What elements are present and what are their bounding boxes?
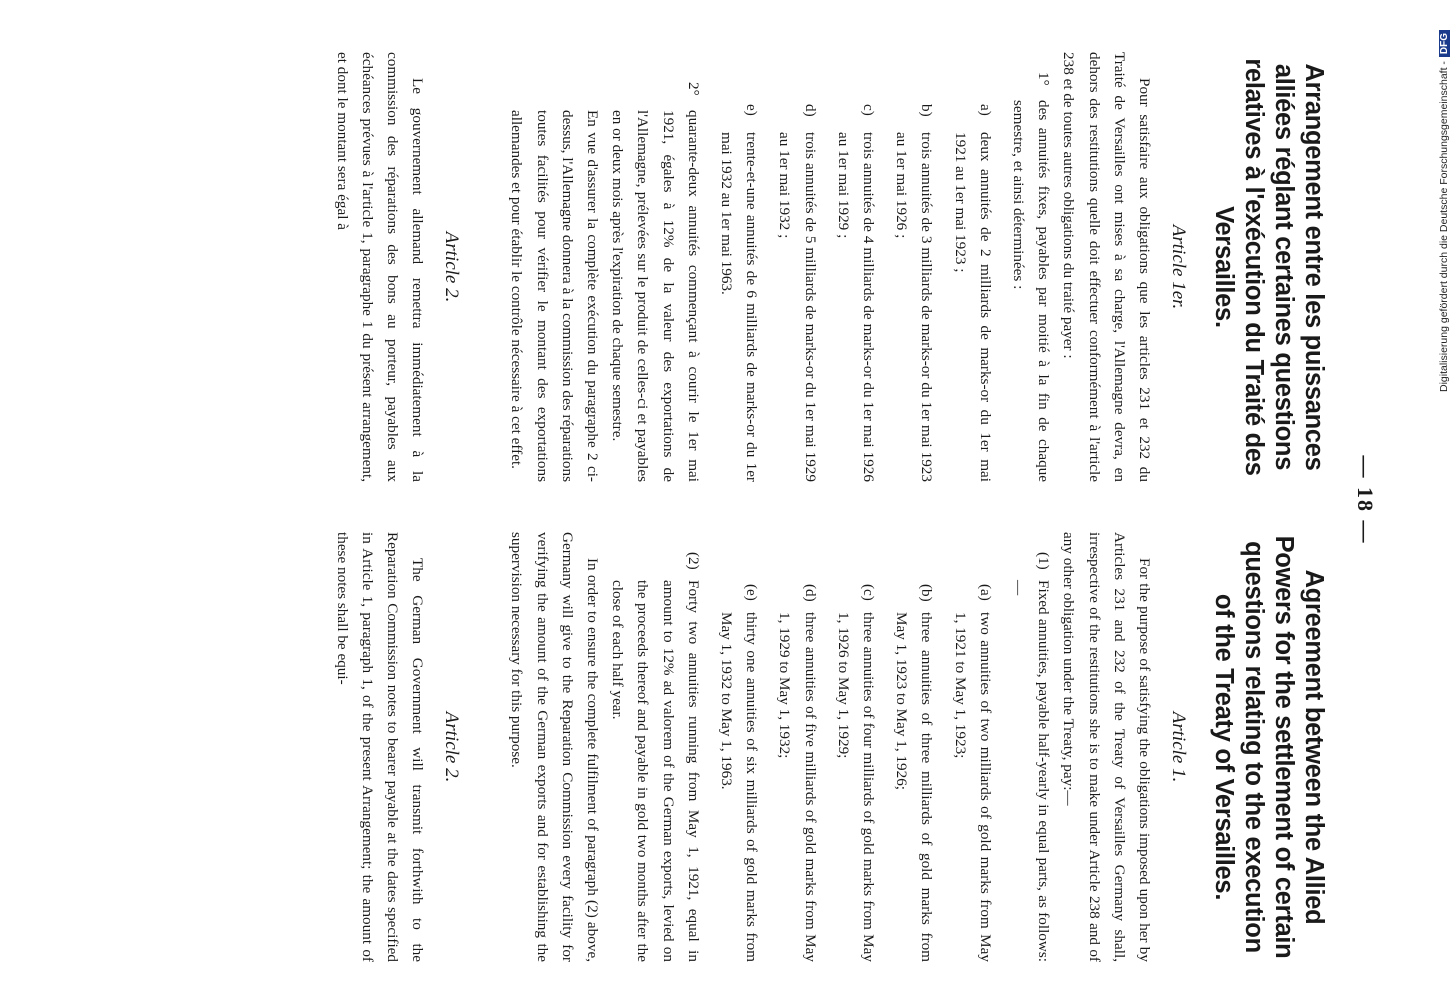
item-label: a): [976, 104, 994, 116]
french-item-b: [889, 104, 939, 482]
english-title: Agreement between the Allied Powers for the settlement of certain questions relating to the execution of the Treaty of Versailles.: [1210, 535, 1328, 959]
item-text: Fixed annuities, payable half-yearly in equal parts, as follows:—: [1009, 580, 1053, 962]
english-article1-heading: Article 1.: [1168, 711, 1189, 783]
french-article1-heading: Article 1er.: [1168, 224, 1189, 310]
item-label: (1): [1035, 552, 1053, 570]
french-item-e: [714, 104, 764, 482]
french-item-2-continued: En vue d'assurer la complète exécution du paragraphe 2 ci-dessus, l'Allemagne donnera à la commission des réparations toutes facilités pour vérifier le montant des exportations allemandes et pour établir le contrôle nécessaire à cet effet.: [508, 110, 601, 482]
english-article2-text: The German Government will transmit forthwith to the Reparation Commission notes to bearer payable at the dates specified in Article 1, paragraph 1, of the present Arrangement; the amount of these notes shall be equi-: [333, 532, 427, 962]
item-label: d): [801, 104, 819, 117]
french-item-1: [1006, 72, 1056, 482]
item-label: e): [743, 104, 761, 116]
item-text: three annuities of four milliards of gold marks from May 1, 1926 to May 1, 1929;: [834, 612, 877, 962]
item-text: des annuités fixes, payables par moitié à la fin de chaque semestre, et ainsi déterminées :: [1009, 100, 1053, 482]
english-item-c: [831, 584, 881, 962]
french-intro: Pour satisfaire aux obligations que les articles 231 et 232 du Traité de Versailles ont mises à sa charge, l'Allemagne devra, en dehors des restitutions quelle doit effectuer conformément à l'article 238 et de toutes autres obligations du traité payer :: [1060, 52, 1153, 482]
english-item-1: [1006, 552, 1056, 962]
item-label: (b): [918, 584, 936, 602]
page-number: — 18 —: [1353, 455, 1378, 545]
item-label: c): [859, 104, 877, 116]
item-text: thirty one annuities of six milliards of gold marks from May 1, 1932 to May 1, 1963.: [717, 612, 761, 962]
french-item-c: [831, 104, 881, 482]
english-item-d: [772, 584, 822, 962]
item-text: deux annuités de 2 milliards de marks-or du 1er mai 1921 au 1er mai 1923 ;: [951, 132, 994, 482]
french-title: Arrangement entre les puissances alliées réglant certaines questions relatives à l'exécution du Traité des Versailles.: [1210, 58, 1328, 476]
item-label: 1°: [1035, 72, 1053, 86]
english-item-e: [714, 584, 764, 962]
english-item-2: [605, 552, 706, 962]
english-intro: For the purpose of satisfying the obligations imposed upon her by Articles 231 and 232 of the Treaty of Versailles Germany shall, irrespective of the restitutions she is to make under Article 238 and of any other obligation under the Treaty, pay:—: [1060, 532, 1153, 962]
item-text: Forty two annuities running from May 1, 1921, equal in amount to 12% ad valorem of the German exports, levied on the proceeds thereof and payable in gold two months after the close of each half year.: [609, 580, 702, 962]
item-text: trente-et-une annuités de 6 milliards de marks-or du 1er mai 1932 au 1er mai 1963.: [717, 132, 761, 482]
item-label: (d): [801, 584, 819, 602]
funding-note: [1418, 10, 1450, 392]
french-item-2: [605, 82, 706, 482]
french-item-d: [772, 104, 822, 482]
item-label: (e): [743, 584, 761, 601]
item-label: (2): [684, 552, 702, 570]
item-text: two annuities of two milliards of gold marks from May 1, 1921 to May 1, 1923;: [951, 612, 994, 962]
french-article2-text: Le gouvernement allemand remettra immédiatement à la commission des réparations des bons au porteur, payables aux échéances prévues à l'article 1, paragraphe 1 du présent arrangement, et dont le montant sera égal à: [333, 52, 427, 482]
item-text: quarante-deux annuités commençant à courir le 1er mai 1921, égales à 12% de la valeur des exportations de l'Allemagne, prélevées sur le produit de celles-ci et payables en or deux mois après l'expiration de chaque semestre.: [609, 110, 702, 482]
item-label: 2°: [684, 82, 702, 96]
dfg-logo: DFG: [1439, 30, 1450, 57]
english-item-2-continued: In order to ensure the complete fulfilment of paragraph (2) above, Germany will give to the Reparation Commission every facility for verifying the amount of the German exports and for establishing the supervision necessary for this purpose.: [508, 532, 601, 962]
item-label: b): [918, 104, 936, 117]
english-item-b: [889, 584, 939, 962]
item-label: (c): [859, 584, 877, 601]
item-text: trois annuités de 3 milliards de marks-or du 1er mai 1923 au 1er mai 1926 ;: [893, 132, 936, 482]
french-column: [329, 52, 1329, 482]
english-article2-heading: Article 2.: [441, 711, 463, 783]
item-text: three annuities of three milliards of gold marks from May 1, 1923 to May 1, 1926;: [893, 612, 936, 962]
item-label: (a): [976, 584, 994, 601]
french-article2-heading: Article 2.: [441, 231, 463, 303]
funding-note-text: Digitalisierung gefördert durch die Deutsche Forschungsgemeinschaft -DFG: [1438, 30, 1450, 392]
french-item-a: [947, 104, 997, 482]
item-text: trois annuités de 5 milliards de marks-or du 1er mai 1929 au 1er mai 1932 ;: [776, 132, 819, 482]
english-column: [329, 532, 1329, 962]
item-text: trois annuités de 4 milliards de marks-or du 1er mai 1926 au 1er mai 1929 ;: [834, 132, 877, 482]
english-item-a: [947, 584, 997, 962]
item-text: three annuities of five milliards of gold marks from May 1, 1929 to May 1, 1932;: [776, 612, 819, 962]
